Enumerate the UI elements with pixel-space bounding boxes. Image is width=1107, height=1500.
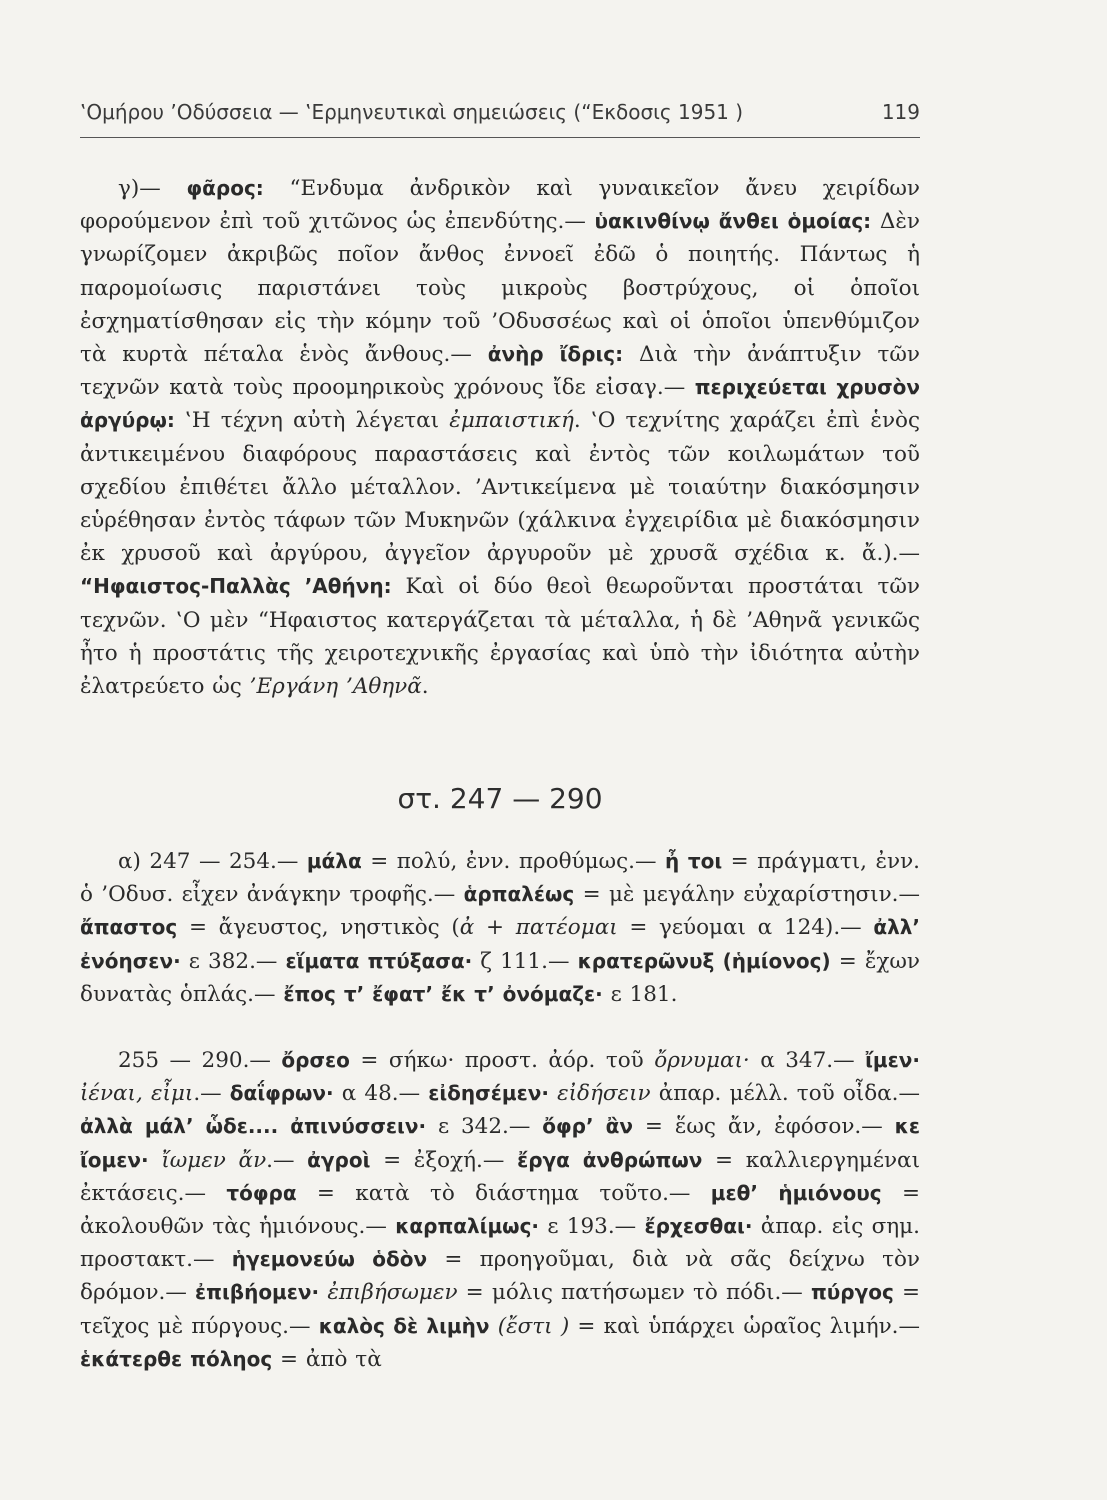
italic-text: ἰέναι, εἶμι [80, 1081, 194, 1107]
lemma-term: ἄπαστος [80, 915, 178, 940]
lemma-term: ἀνὴρ ἴδρις: [487, 342, 624, 367]
body-text: ἀπαρ. μέλλ. τοῦ οἶδα.— [650, 1081, 921, 1107]
body-text: = ἔχων δυνατὰς ὁπλάς.— [80, 948, 920, 1007]
lemma-term: ἔπος τ’ ἔφατ’ ἔκ τ’ ὀνόμαζε· [283, 981, 603, 1006]
lemma-term: δαΐφρων· [229, 1081, 334, 1106]
body-text: . ‛Ο τεχνίτης χαράζει ἐπὶ ἑνὸς ἀντικειμένου διαφόρους παραστάσεις καὶ ἐντὸς τῶν κοιλωμάτων τοῦ σχεδίου ἐπιθέτει ἄλλο μέταλλον. ’Αντικείμενα μὲ τοιαύτην διακόσμησιν εὑρέθησαν ἐντὸς τάφων τῶν Μυκηνῶν (χάλκινα ἐγχειρίδια μὲ διακόσμησιν ἐκ χρυσοῦ καὶ ἀργύρου, ἀγγεῖον ἀργυροῦν μὲ χρυσᾶ σχέδια κ. ἄ.).— [80, 408, 920, 567]
header-rule [80, 137, 920, 138]
body-text: α 347.— [749, 1048, 866, 1073]
italic-text: ὄρνυμαι· [654, 1048, 750, 1073]
body-text: = γεύομαι α 124).— [617, 915, 874, 941]
section-title: στ. 247 — 290 [397, 782, 603, 815]
body-text: ε 342.— [426, 1114, 543, 1140]
lemma-term: ὄρσεο [281, 1048, 350, 1072]
lemma-term: ἁρπαλέως [463, 882, 575, 907]
lemma-term: ὄφρ’ ἂν [542, 1114, 633, 1139]
lemma-term: ἐπιβήομεν· [195, 1280, 320, 1305]
lemma-term: ὑακινθίνῳ ἄνθει ὁμοίας: [594, 209, 872, 234]
italic-text: (ἔστι ) [497, 1313, 570, 1339]
body-text [549, 1081, 557, 1106]
paragraph-text [80, 1044, 920, 1376]
body-text: γ)— [118, 176, 187, 201]
body-text: ε 382.— [180, 948, 286, 974]
body-text: = πράγματι, ἐνν. ὁ ’Οδυσ. εἶχεν ἀνάγκην τροφῆς.— [80, 849, 920, 908]
italic-text: ἐμπαιστική [449, 408, 574, 434]
lemma-term: ἀλλ’ ἐνόησεν· [80, 915, 920, 973]
lemma-term: ἴμεν· [865, 1048, 920, 1072]
body-text: = προηγοῦμαι, διὰ νὰ σᾶς δείχνω τὸν δρόμον.— [80, 1247, 920, 1306]
body-text: . [421, 674, 429, 700]
lemma-term: εἰδησέμεν· [428, 1081, 549, 1106]
body-text: = σήκω· προστ. ἀόρ. τοῦ [349, 1048, 655, 1073]
lemma-term: μάλα [306, 849, 362, 873]
lemma-term: καλὸς δὲ λιμὴν [318, 1313, 490, 1338]
italic-text: ἴωμεν ἄν [161, 1147, 267, 1173]
lemma-term: μεθ’ ἡμιόνους [710, 1180, 882, 1205]
body-text: = μόλις πατήσωμεν τὸ πόδι.— [457, 1280, 811, 1306]
paragraph-text [80, 845, 920, 1011]
lemma-term: τόφρα [226, 1180, 297, 1205]
body-text: = καὶ ὑπάρχει ὡραῖος λιμήν.— [569, 1313, 921, 1339]
body-text: α) 247 — 254.— [118, 849, 307, 874]
lemma-term: πύργος [810, 1280, 894, 1305]
running-header [80, 100, 920, 124]
body-text: .— [193, 1081, 230, 1107]
lemma-term: περιχεύεται χρυσὸν ἀργύρῳ: [80, 375, 921, 433]
body-text: ε 181. [602, 981, 678, 1007]
body-text: .— [266, 1147, 308, 1173]
body-text: = πολύ, ἐνν. προθύμως.— [361, 849, 665, 874]
lemma-term: εἵματα πτύξασα· [285, 948, 473, 973]
body-text: ἀπαρ. εἰς σημ. προστακτ.— [80, 1214, 920, 1273]
italic-text: εἰδήσειν [557, 1081, 651, 1107]
body-text: = μὲ μεγάλην εὐχαρίστησιν.— [574, 882, 920, 908]
body-text: = ἐξοχή.— [370, 1147, 518, 1173]
lemma-term: ἔρχεσθαι· [644, 1214, 753, 1239]
page-number: 119 [881, 100, 920, 124]
commentary-paragraph-2 [80, 845, 920, 1011]
lemma-term: ἀγροὶ [307, 1147, 371, 1172]
italic-text: ’Εργάνη ’Αθηνᾶ [249, 674, 422, 700]
lemma-term: κρατερῶνυξ (ἡμίονος) [577, 948, 831, 973]
lemma-term: ἀλλὰ μάλ’ ὧδε.... ἀπινύσσειν· [80, 1114, 427, 1139]
lemma-term: καρπαλίμως· [395, 1214, 540, 1239]
body-text: 255 — 290.— [118, 1048, 282, 1073]
commentary-paragraph-3 [80, 1044, 920, 1376]
body-text: α 48.— [333, 1081, 429, 1107]
body-text: = ἄγευστος, νηστικὸς ( [177, 915, 460, 941]
lemma-term: ἡγεμονεύω ὁδὸν [231, 1247, 428, 1272]
lemma-term: ἦ τοι [664, 849, 723, 873]
lemma-term: “Ηφαιστος-Παλλὰς ’Αθήνη: [80, 574, 392, 599]
body-text: = τεῖχος μὲ πύργους.— [80, 1280, 920, 1339]
body-text [489, 1314, 497, 1339]
body-text: = ἀπὸ τὰ [272, 1346, 382, 1372]
body-text: ‛Η τέχνη αὐτὴ λέγεται [174, 408, 450, 434]
paragraph-text [80, 172, 920, 703]
commentary-paragraph-1 [80, 172, 920, 703]
body-text: ε 193.— [539, 1214, 645, 1240]
italic-text: ἐπιβήσωμεν [327, 1280, 458, 1306]
body-text: = κατὰ τὸ διάστημα τοῦτο.— [296, 1180, 711, 1206]
body-text: “Ενδυμα ἀνδρικὸν καὶ γυναικεῖον ἄνευ χειρίδων φορούμενον ἐπὶ τοῦ χιτῶνος ὡς ἐπενδύτης.— [80, 176, 920, 235]
body-text: = καλλιεργημέναι ἐκτάσεις.— [80, 1147, 921, 1206]
lemma-term: κε ἴομεν· [80, 1114, 921, 1172]
body-text: Καὶ οἱ δύο θεοὶ θεωροῦνται προστάται τῶν τεχνῶν. ‛Ο μὲν “Ηφαιστος κατεργάζεται τὰ μέταλλα, ἡ δὲ ’Αθηνᾶ γενικῶς ἦτο ἡ προστάτις τῆς χειροτεχνικῆς ἐργασίας καὶ ὑπὸ τὴν ἰδιότητα αὐτὴν ἐλατρεύετο ὡς [80, 574, 920, 700]
body-text [149, 1148, 162, 1173]
body-text: ζ 111.— [472, 948, 578, 974]
body-text: = ἀκολουθῶν τὰς ἡμιόνους.— [80, 1180, 920, 1240]
italic-text: ἀ + πατέομαι [459, 915, 618, 941]
lemma-term: φᾶρος: [186, 176, 264, 200]
body-text: Διὰ τὴν ἀνάπτυξιν τῶν τεχνῶν κατὰ τοὺς προομηρικοὺς χρόνους ἴδε εἰσαγ.— [80, 342, 920, 401]
body-text: = ἕως ἄν, ἐφόσον.— [633, 1114, 895, 1140]
lemma-term: ἑκάτερθε πόληος [80, 1346, 273, 1371]
running-title: ‛Ομήρου ’Οδύσσεια — ‛Ερμηνευτικαὶ σημειώσεις (“Εκδοσις 1951 ) [80, 100, 744, 124]
body-text: Δὲν γνωρίζομεν ἀκριβῶς ποῖον ἄνθος ἐννοεῖ ἐδῶ ὁ ποιητής. Πάντως ἡ παρομοίωσις παριστάνει τοὺς μικροὺς βοστρύχους, οἱ ὁποῖοι ἐσχηματίσθησαν εἰς τὴν κόμην τοῦ ’Οδυσσέως καὶ οἱ ὁποῖοι ὑπενθύμιζον τὰ κυρτὰ πέταλα ἑνὸς ἄνθους.— [80, 209, 921, 368]
lemma-term: ἔργα ἀνθρώπων [517, 1147, 703, 1172]
